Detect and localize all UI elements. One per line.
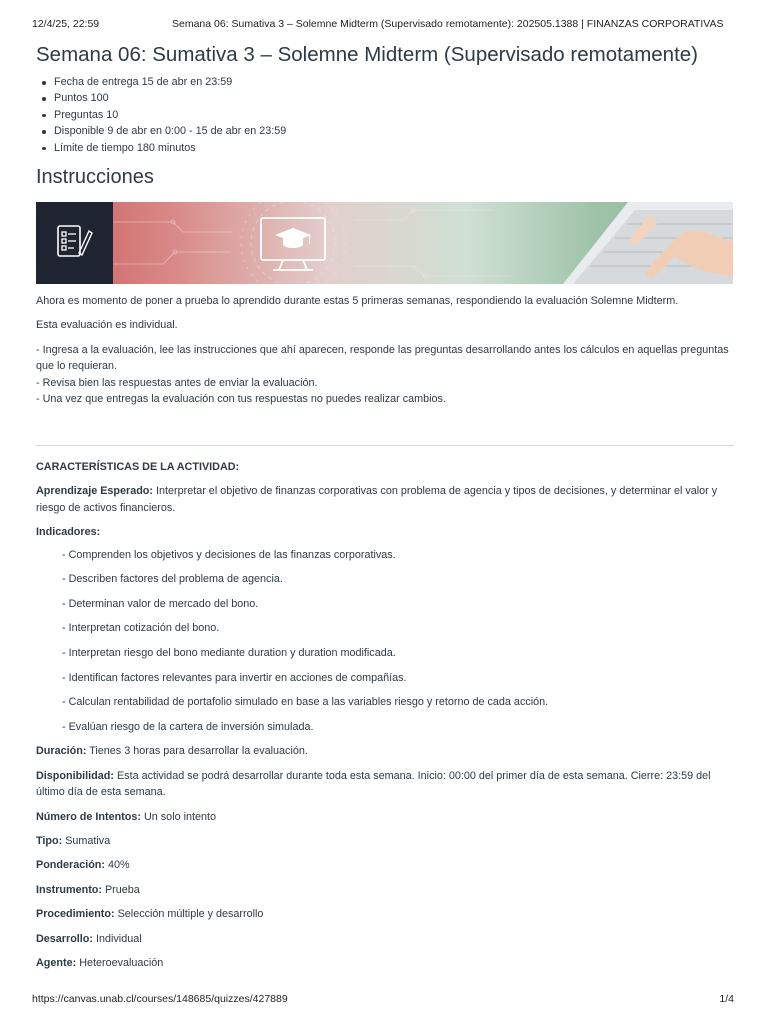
indicador-item: - Evalúan riesgo de la cartera de inversión simulada. bbox=[62, 720, 314, 733]
characteristics-heading: CARACTERÍSTICAS DE LA ACTIVIDAD: bbox=[36, 461, 240, 474]
agente bbox=[36, 955, 734, 971]
desarrollo-label: Desarrollo: bbox=[36, 932, 93, 945]
quiz-content bbox=[36, 42, 734, 972]
instruction-step: - Ingresa a la evaluación, lee las instrucciones que ahí aparecen, responde las preguntas desarrollando antes los cálculos en aquellas preguntas que lo requieran. bbox=[36, 343, 729, 373]
desarrollo bbox=[36, 931, 734, 947]
print-datetime: 12/4/25, 22:59 bbox=[32, 18, 100, 30]
instrumento-value: Prueba bbox=[104, 883, 140, 896]
page-title: Semana 06: Sumativa 3 – Solemne Midterm (Supervisado remotamente) bbox=[36, 43, 699, 66]
quiz-detail-time-limit: Límite de tiempo 180 minutos bbox=[40, 140, 734, 156]
instructions-steps bbox=[36, 342, 734, 408]
disponibilidad-value: Esta actividad se podrá desarrollar durante toda esta semana. Inicio: 00:00 del primer día de esta semana. Cierre: 23:59 del último día de esta semana. bbox=[36, 769, 711, 799]
instructions-heading: Instrucciones bbox=[36, 166, 154, 189]
instructions-individual: Esta evaluación es individual. bbox=[36, 319, 178, 332]
tipo-value: Sumativa bbox=[65, 835, 111, 848]
instructions-intro: Ahora es momento de poner a prueba lo aprendido durante estas 5 primeras semanas, respondiendo la evaluación Solemne Midterm. bbox=[36, 295, 679, 308]
section-divider bbox=[36, 445, 734, 446]
graduation-cap-icon bbox=[275, 228, 311, 248]
instruction-step: - Una vez que entregas la evaluación con tus respuestas no puedes realizar cambios. bbox=[36, 393, 446, 406]
ponderacion-value: 40% bbox=[108, 859, 130, 872]
print-header bbox=[32, 18, 736, 32]
page-url-link[interactable]: https://canvas.unab.cl/courses/148685/quizzes/427889 bbox=[32, 993, 288, 1005]
instructions-banner bbox=[36, 202, 733, 284]
agente-label: Agente: bbox=[36, 957, 77, 970]
indicador-item: - Interpretan riesgo del bono mediante duration y duration modificada. bbox=[62, 647, 396, 660]
quiz-detail-due-date: Fecha de entrega 15 de abr en 23:59 bbox=[40, 74, 734, 90]
quiz-detail-points: Puntos 100 bbox=[40, 90, 734, 106]
banner-circuit-graphic bbox=[113, 202, 533, 284]
procedimiento-label: Procedimiento: bbox=[36, 908, 115, 921]
aprendizaje-value: Interpretar el objetivo de finanzas corporativas con problema de agencia y tipos de decisiones, y determinar el valor y riesgo de activos financieros. bbox=[36, 485, 718, 514]
indicador-item: - Comprenden los objetivos y decisiones de las finanzas corporativas. bbox=[62, 548, 396, 561]
instruction-step: - Revisa bien las respuestas antes de enviar la evaluación. bbox=[36, 376, 318, 389]
indicador-item: - Determinan valor de mercado del bono. bbox=[62, 597, 259, 610]
indicador-item: - Calculan rentabilidad de portafolio simulado en base a las variables riesgo y retorno de cada acción. bbox=[62, 696, 549, 709]
disponibilidad bbox=[36, 768, 734, 801]
aprendizaje-label: Aprendizaje Esperado: bbox=[36, 485, 153, 498]
duracion-value: Tienes 3 horas para desarrollar la evaluación. bbox=[89, 745, 308, 758]
ponderacion-label: Ponderación: bbox=[36, 859, 105, 872]
disponibilidad-label: Disponibilidad: bbox=[36, 769, 114, 782]
page-number: 1/4 bbox=[719, 993, 734, 1005]
indicador-item: - Describen factores del problema de agencia. bbox=[62, 573, 283, 586]
tipo-label: Tipo: bbox=[36, 835, 63, 848]
desarrollo-value: Individual bbox=[96, 932, 142, 945]
instrumento-label: Instrumento: bbox=[36, 883, 102, 896]
banner-icon-panel bbox=[36, 202, 113, 284]
indicador-item: - Interpretan cotización del bono. bbox=[62, 622, 220, 635]
ponderacion bbox=[36, 857, 734, 873]
print-footer bbox=[32, 993, 736, 1007]
checklist-icon bbox=[55, 223, 93, 261]
banner-laptop-image bbox=[533, 202, 733, 284]
procedimiento-value: Selección múltiple y desarrollo bbox=[117, 908, 264, 921]
intentos-label: Número de Intentos: bbox=[36, 810, 141, 823]
numero-intentos bbox=[36, 809, 734, 825]
indicador-item: - Identifican factores relevantes para invertir en acciones de compañías. bbox=[62, 671, 407, 684]
indicadores-list bbox=[62, 547, 734, 735]
instrumento bbox=[36, 882, 734, 898]
print-document-title: Semana 06: Sumativa 3 – Solemne Midterm (Supervisado remotamente): 202505.1388 | FINANZAS CORPORATIVAS bbox=[172, 18, 724, 30]
aprendizaje-esperado bbox=[36, 483, 734, 516]
duracion-label: Duración: bbox=[36, 745, 87, 758]
procedimiento bbox=[36, 906, 734, 922]
quiz-detail-available: Disponible 9 de abr en 0:00 - 15 de abr en 23:59 bbox=[40, 123, 734, 139]
intentos-value: Un solo intento bbox=[143, 810, 217, 823]
indicadores-label-row bbox=[36, 524, 734, 540]
quiz-detail-questions: Preguntas 10 bbox=[40, 107, 734, 123]
quiz-details-list bbox=[40, 74, 734, 156]
agente-value: Heteroevaluación bbox=[79, 957, 164, 970]
duracion bbox=[36, 743, 734, 759]
tipo bbox=[36, 833, 734, 849]
indicadores-label: Indicadores: bbox=[36, 526, 101, 539]
